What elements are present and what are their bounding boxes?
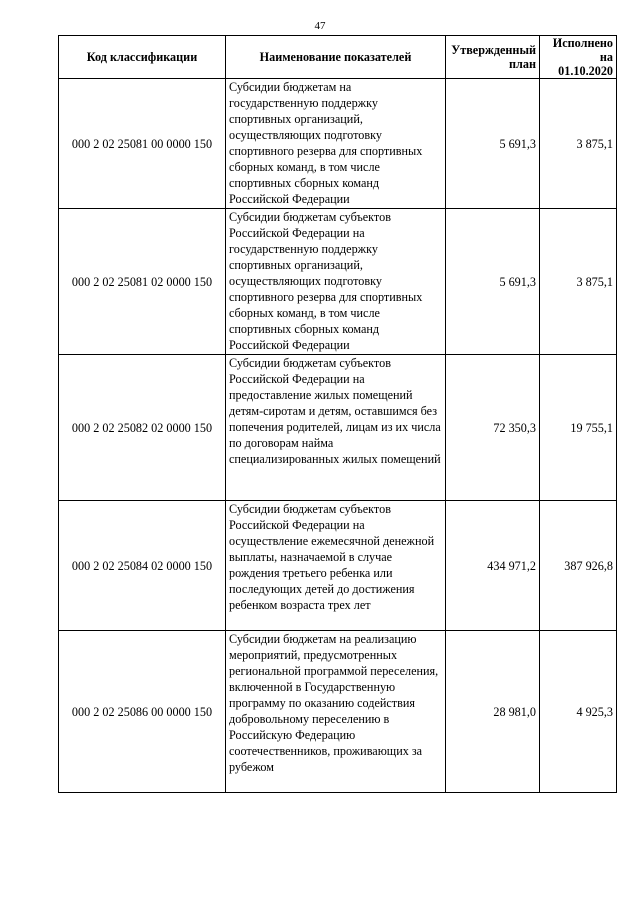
row-executed: 19 755,1 bbox=[540, 355, 617, 501]
row-code: 000 2 02 25081 00 0000 150 bbox=[59, 79, 226, 209]
row-code: 000 2 02 25084 02 0000 150 bbox=[59, 501, 226, 631]
table-row bbox=[59, 355, 617, 501]
row-plan: 434 971,2 bbox=[446, 501, 540, 631]
table-row bbox=[59, 631, 617, 793]
row-executed: 3 875,1 bbox=[540, 79, 617, 209]
row-executed: 4 925,3 bbox=[540, 631, 617, 793]
table-row bbox=[59, 79, 617, 209]
table-row bbox=[59, 209, 617, 355]
table-row bbox=[59, 501, 617, 631]
row-plan: 72 350,3 bbox=[446, 355, 540, 501]
header-executed: Исполнено на 01.10.2020 bbox=[540, 36, 617, 79]
row-code: 000 2 02 25081 02 0000 150 bbox=[59, 209, 226, 355]
row-name: Субсидии бюджетам субъектов Российской Федерации на предоставление жилых помещений детям-сиротам и детям, оставшимся без попечения родителей, лицам из их числа по договорам найма специализированных жилых помещений bbox=[226, 355, 446, 501]
row-plan: 5 691,3 bbox=[446, 79, 540, 209]
budget-table bbox=[58, 35, 617, 793]
page-number: 47 bbox=[314, 20, 326, 32]
header-code: Код классификации bbox=[59, 36, 226, 79]
row-plan: 5 691,3 bbox=[446, 209, 540, 355]
row-name: Субсидии бюджетам на государственную поддержку спортивных организаций, осуществляющих подготовку спортивного резерва для спортивных сборных команд, в том числе спортивных сборных команд Российской Федерации bbox=[226, 79, 446, 209]
header-name: Наименование показателей bbox=[226, 36, 446, 79]
row-plan: 28 981,0 bbox=[446, 631, 540, 793]
row-code: 000 2 02 25086 00 0000 150 bbox=[59, 631, 226, 793]
row-name: Субсидии бюджетам на реализацию мероприятий, предусмотренных региональной программой переселения, включенной в Государственную программу по оказанию содействия добровольному переселению в Российскую Федерацию соотечественников, проживающих за рубежом bbox=[226, 631, 446, 793]
row-executed: 387 926,8 bbox=[540, 501, 617, 631]
row-name: Субсидии бюджетам субъектов Российской Федерации на государственную поддержку спортивных организаций, осуществляющих подготовку спортивного резерва для спортивных сборных команд, в том числе спортивных сборных команд Российской Федерации bbox=[226, 209, 446, 355]
row-name: Субсидии бюджетам субъектов Российской Федерации на осуществление ежемесячной денежной выплаты, назначаемой в случае рождения третьего ребенка или последующих детей до достижения ребенком возраста трех лет bbox=[226, 501, 446, 631]
header-plan: Утвержденный план bbox=[446, 36, 540, 79]
row-code: 000 2 02 25082 02 0000 150 bbox=[59, 355, 226, 501]
row-executed: 3 875,1 bbox=[540, 209, 617, 355]
table-header-row bbox=[59, 36, 617, 79]
